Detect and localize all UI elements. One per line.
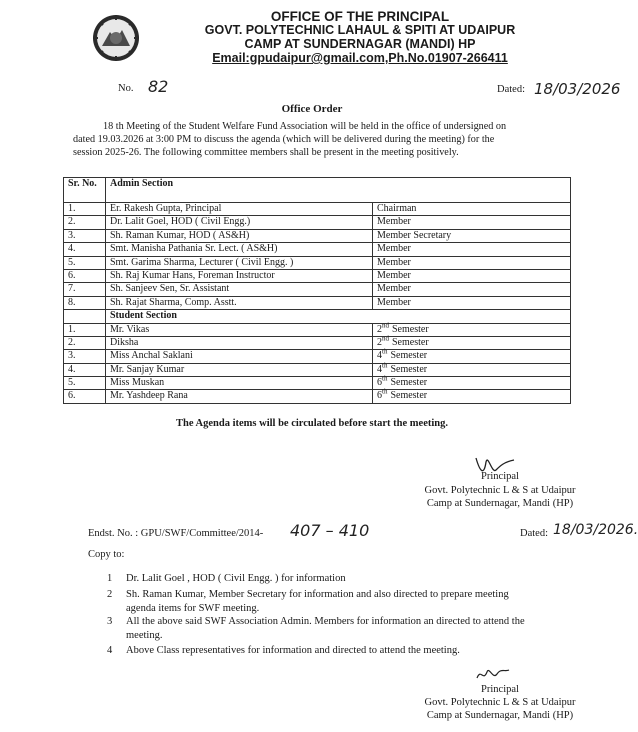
order-body-line-2: dated 19.03.2026 at 3:00 PM to discuss the agenda (which will be delivered during the meeting) for the xyxy=(73,134,495,145)
copy-item-text: Above Class representatives for information and directed to attend the meeting. xyxy=(126,645,460,656)
semester-number: 4 xyxy=(377,363,382,375)
copy-item-number: 3 xyxy=(107,616,113,627)
member-role-cell: Chairman xyxy=(373,203,571,216)
table-row xyxy=(64,269,571,282)
agenda-note: The Agenda items will be circulated before start the meeting. xyxy=(176,418,448,429)
copy-to-label: Copy to: xyxy=(88,549,125,560)
endst-label: Endst. No. : GPU/SWF/Committee/2014- xyxy=(88,528,264,539)
semester-word: Semester xyxy=(392,323,429,335)
member-name-cell: Sh. Rajat Sharma, Comp. Asstt. xyxy=(106,296,373,309)
order-body-line-1: 18 th Meeting of the Student Welfare Fund Association will be held in the office of undersigned on xyxy=(103,121,507,132)
semester-word: Semester xyxy=(390,377,428,389)
copy-item-number: 1 xyxy=(107,573,113,584)
semester-cell xyxy=(373,374,571,390)
table-row xyxy=(64,296,571,309)
sr-no-cell: 6. xyxy=(64,269,106,282)
semester-number: 6 xyxy=(377,390,382,402)
student-section-heading: Student Section xyxy=(106,310,571,323)
order-body-line-3: session 2025-26. The following committee members shall be present in the meeting positively. xyxy=(73,147,459,158)
office-order-title: Office Order xyxy=(281,103,343,115)
student-name-cell: Mr. Vikas xyxy=(106,323,373,336)
copy-item-text: All the above said SWF Association Admin. Members for information an directed to attend the xyxy=(126,616,525,627)
sr-no-cell: 4. xyxy=(64,243,106,256)
principal-signature-2 xyxy=(473,664,513,686)
camp-location: CAMP AT SUNDERNAGAR (MANDI) HP xyxy=(244,37,476,51)
table-row xyxy=(64,283,571,296)
semester-suffix: th xyxy=(382,347,388,356)
signature2-title: Principal xyxy=(481,684,519,695)
signature2-line1: Govt. Polytechnic L & S at Udaipur xyxy=(424,697,576,708)
signature1-line1: Govt. Polytechnic L & S at Udaipur xyxy=(424,485,576,496)
member-name-cell: Sh. Sanjeev Sen, Sr. Assistant xyxy=(106,283,373,296)
sr-no-cell: 5. xyxy=(64,377,106,390)
student-name-cell: Miss Muskan xyxy=(106,377,373,390)
table-row xyxy=(64,377,571,390)
student-section-row xyxy=(64,310,571,323)
admin-section-heading: Admin Section xyxy=(106,178,571,203)
semester-number: 2 xyxy=(377,336,382,348)
table-row xyxy=(64,229,571,242)
table-row xyxy=(64,216,571,229)
table-row xyxy=(64,363,571,376)
member-name-cell: Smt. Garima Sharma, Lecturer ( Civil Engg. ) xyxy=(106,256,373,269)
order-dated-label: Dated: xyxy=(497,84,525,95)
table-row xyxy=(64,203,571,216)
member-role-cell: Member Secretary xyxy=(373,229,571,242)
semester-suffix: th xyxy=(382,388,388,397)
empty-cell xyxy=(64,310,106,323)
sr-no-cell: 3. xyxy=(64,350,106,363)
endst-range: 407 – 410 xyxy=(290,521,370,540)
member-role-cell: Member xyxy=(373,256,571,269)
table-row xyxy=(64,390,571,403)
semester-word: Semester xyxy=(390,350,428,362)
semester-number: 2 xyxy=(377,323,382,335)
semester-word: Semester xyxy=(390,363,428,375)
endst-dated-value: 18/03/2026. xyxy=(553,522,638,538)
table-row xyxy=(64,256,571,269)
semester-suffix: th xyxy=(382,374,388,383)
sr-no-cell: 3. xyxy=(64,229,106,242)
copy-item-text: Dr. Lalit Goel , HOD ( Civil Engg. ) for information xyxy=(126,573,346,584)
student-name-cell: Diksha xyxy=(106,336,373,349)
committee-table xyxy=(63,177,571,404)
member-name-cell: Sh. Raj Kumar Hans, Foreman Instructor xyxy=(106,269,373,282)
semester-cell xyxy=(373,336,571,349)
semester-suffix: nd xyxy=(382,334,389,343)
copy-item-text-continued: meeting. xyxy=(126,630,163,641)
endst-dated-label: Dated: xyxy=(520,528,548,539)
student-name-cell: Mr. Yashdeep Rana xyxy=(106,390,373,403)
sr-no-cell: 2. xyxy=(64,216,106,229)
semester-number: 6 xyxy=(377,377,382,389)
sr-no-cell: 5. xyxy=(64,256,106,269)
member-name-cell: Smt. Manisha Pathania Sr. Lect. ( AS&H) xyxy=(106,243,373,256)
member-name-cell: Sh. Raman Kumar, HOD ( AS&H) xyxy=(106,229,373,242)
member-role-cell: Member xyxy=(373,296,571,309)
copy-item-text: Sh. Raman Kumar, Member Secretary for information and also directed to prepare meeting xyxy=(126,589,509,600)
semester-word: Semester xyxy=(392,336,429,348)
sr-no-header: Sr. No. xyxy=(64,178,106,203)
institution-name: GOVT. POLYTECHNIC LAHAUL & SPITI AT UDAIPUR xyxy=(204,23,516,37)
order-dated-value: 18/03/2026 xyxy=(534,80,621,98)
institute-logo xyxy=(92,14,140,62)
order-no-value: 82 xyxy=(148,77,169,96)
order-no-label: No. xyxy=(118,83,134,94)
student-name-cell: Mr. Sanjay Kumar xyxy=(106,363,373,376)
sr-no-cell: 4. xyxy=(64,363,106,376)
semester-cell xyxy=(373,390,571,403)
member-role-cell: Member xyxy=(373,243,571,256)
sr-no-cell: 1. xyxy=(64,203,106,216)
office-title: OFFICE OF THE PRINCIPAL xyxy=(270,9,450,24)
member-name-cell: Er. Rakesh Gupta, Principal xyxy=(106,203,373,216)
semester-number: 4 xyxy=(377,350,382,362)
semester-suffix: nd xyxy=(382,321,389,330)
table-header-row xyxy=(64,178,571,203)
member-role-cell: Member xyxy=(373,216,571,229)
semester-suffix: th xyxy=(382,361,388,370)
table-row xyxy=(64,350,571,363)
member-role-cell: Member xyxy=(373,269,571,282)
semester-cell xyxy=(373,363,571,376)
semester-cell xyxy=(373,323,571,336)
copy-item-number: 2 xyxy=(107,589,113,600)
copy-item-text-continued: agenda items for SWF meeting. xyxy=(126,603,260,614)
table-row xyxy=(64,243,571,256)
signature1-title: Principal xyxy=(481,471,519,482)
sr-no-cell: 1. xyxy=(64,323,106,336)
signature1-line2: Camp at Sundernagar, Mandi (HP) xyxy=(426,498,574,509)
student-name-cell: Miss Anchal Saklani xyxy=(106,350,373,363)
member-role-cell: Member xyxy=(373,283,571,296)
semester-cell xyxy=(373,347,571,363)
member-name-cell: Dr. Lalit Goel, HOD ( Civil Engg.) xyxy=(106,216,373,229)
sr-no-cell: 2. xyxy=(64,336,106,349)
sr-no-cell: 7. xyxy=(64,283,106,296)
contact-line: Email:gpudaipur@gmail.com,Ph.No.01907-266411 xyxy=(212,51,508,65)
semester-word: Semester xyxy=(390,390,428,402)
table-row xyxy=(64,336,571,349)
sr-no-cell: 6. xyxy=(64,390,106,403)
copy-item-number: 4 xyxy=(107,645,113,656)
table-row xyxy=(64,323,571,336)
sr-no-cell: 8. xyxy=(64,296,106,309)
signature2-line2: Camp at Sundernagar, Mandi (HP) xyxy=(426,710,574,721)
